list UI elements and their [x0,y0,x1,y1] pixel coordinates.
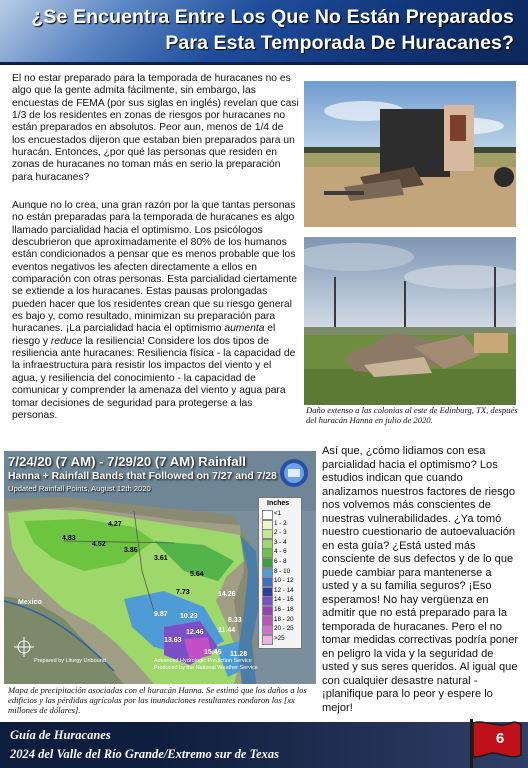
rainfall-value: 4.27 [108,521,122,528]
rainfall-value: 13.63 [164,637,182,644]
rainfall-value: 3.86 [124,547,138,554]
text-run: la resiliencia! Considere los dos tipos de resiliencia ante huracanes: Resiliencia física - la capacidad de la infraestructura para resistir los impactos del viento y el agua, y resiliencia del conocimiento - la capacidad de comunicar y comprender la amenaza del viento y agua para tomar decisiones de seguridad para protegerse a las personas. [12,335,296,421]
legend-label: 12 - 14 [274,586,294,594]
rainfall-value: 4.83 [62,535,76,542]
legend-swatch [262,596,273,606]
text-run: el riesgo y [12,323,276,347]
legend-swatch [262,568,273,578]
footer-bar [0,722,528,768]
legend-swatch [262,587,273,597]
page-title-line1: ¿Se Encuentra Entre Los Que No Están Preparados [31,6,514,28]
optimism-bias-paragraph [12,200,299,422]
rainfall-value: 15.46 [204,649,222,656]
legend-label: <1 [274,510,282,517]
rainfall-value: 10.23 [180,613,198,620]
legend-swatch [262,635,273,645]
rainfall-value: 14.26 [218,591,236,598]
rainfall-value: 7.73 [176,589,190,596]
legend-swatch [262,529,273,539]
page-number: 6 [495,730,505,747]
map-subtitle: Hanna + Rainfall Bands that Followed on 7/27 and 7/28 [8,471,277,482]
legend-swatch [262,625,273,635]
damage-photo-shed [304,81,516,227]
legend-label: 1 - 2 [274,519,287,527]
emphasis-aumenta: aumenta [224,323,265,335]
rainfall-value: 8.33 [228,617,242,624]
damage-photo-collapsed-house [304,237,516,405]
rainfall-value: 4.52 [92,541,106,548]
intro-paragraph: El no estar preparado para la temporada de huracanes no es algo que la gente admita fácilmente, sin embargo, las encuestas de FEMA (por sus siglas en inglés) revelan que casi 1/3 de los residentes en zonas de riesgos por huracanes no están preparados en absolutos. Peor aun, menos de 1/4 de los encuestados dijeron que estaban bien preparados para un huracán. Entonces, ¿por qué las personas que residen en zonas de huracanes no toman más en serio la preparación para huracanes? [12,73,299,183]
legend-swatch [262,520,273,530]
footer-guide-region: 2024 del Valle del Río Grande/Extremo sur de Texas [10,747,279,761]
legend-label: 3 - 4 [274,538,287,546]
legend-swatch [262,577,273,587]
legend-label: 6 - 8 [274,558,287,565]
rainfall-map [4,451,316,684]
legend-swatch [262,539,273,549]
rainfall-value: 11.44 [218,627,236,634]
map-caption: Mapa de precipitación asociadas con el huracán Hanna. Se estimó que los daños a los edificios y las pérdidas agrícolas por las inundaciones resultantes rondaron los [xx millones de dólares]. [8,685,307,715]
rainfall-value: 3.61 [154,555,168,562]
rainfall-value: 12.46 [186,629,204,636]
header-divider [0,62,528,65]
legend-label: 18 - 20 [274,615,294,623]
map-updated-note: Updated Rainfall Points, August 12th 2020 [8,484,151,493]
legend-swatch [262,606,273,616]
legend-swatch [262,558,273,568]
rainfall-legend [258,497,302,649]
legend-label: >25 [274,634,285,642]
page-title-line2: Para Esta Temporada De Huracanes? [165,32,514,54]
legend-label: 4 - 6 [274,548,287,556]
map-title: 7/24/20 (7 AM) - 7/29/20 (7 AM) Rainfall [8,454,246,469]
map-credit-1: Prepared by Liturgy Unbound [34,658,106,664]
map-credit-2: Advanced Hydrologic Prediction Service [154,658,252,664]
coping-paragraph: Así que, ¿cómo lidiamos con esa parcialidad hacia el optimismo? Los estudios indican que cuando analizamos nuestros factores de riesgo nos volvemos más conscientes de nuestras vulnerabilidades. ¿Ya tomó nuestro cuestionario de autoevaluación en esta guía? ¿Está usted más consciente de sus defectos y de lo que puede cambiar para mantenerse a usted y a su familia seguros? ¡Eso esperamos! No hay vergüenza en admitir que no está preparado para la temporada de huracanes. Pero el no tomar medidas correctivas podría poner en peligro la vida y la seguridad de usted y sus seres queridos. Al igual que con cualquier desastre natural - ¡planifique para lo peor y espere lo mejor! [322,445,519,714]
map-credit-3: Produced by the National Weather Service [154,665,258,671]
legend-label: 14 - 16 [274,596,294,604]
legend-title: Inches [267,500,290,507]
legend-label: 8 - 10 [274,567,291,575]
legend-label: 10 - 12 [274,577,294,585]
legend-swatch [262,616,273,626]
legend-label: 16 - 18 [274,606,294,613]
legend-swatch [262,510,273,520]
photo-caption: Daño extenso a las colonias al este de Edinburg, TX, después del huracán Hanna en julio de 2020. [306,405,518,425]
legend-swatch [262,548,273,558]
emphasis-reduce: reduce [50,335,83,347]
legend-label: 2 - 3 [274,529,287,537]
rainfall-value: 9.87 [154,611,168,618]
rainfall-value: 11.28 [230,651,248,658]
place-label-mexico: Mexico [18,599,42,606]
text-run: Aunque no lo crea, una gran razón por la que tantas personas no están preparadas para la temporada de huracanes es algo llamado parcialidad hacia el optimismo. Los psicólogos descubrieron que aproximadamente el 80% de los humanos están condicionados a pensar que es menos probable que los eventos negativos les afecten directamente a ellos en comparación con otras personas. Esta parcialidad ciertamente se extiende a los huracanes. Estas pausas prolongadas pueden hacer que los residentes crean que su riesgo general es bajo y, como resultado, minimizan su preparación para huracanes. ¡La parcialidad hacia el optimismo [12,200,298,335]
rainfall-value: 5.64 [190,571,204,578]
legend-label: 20 - 25 [274,625,294,633]
footer-guide-title: Guía de Huracanes [10,728,111,742]
